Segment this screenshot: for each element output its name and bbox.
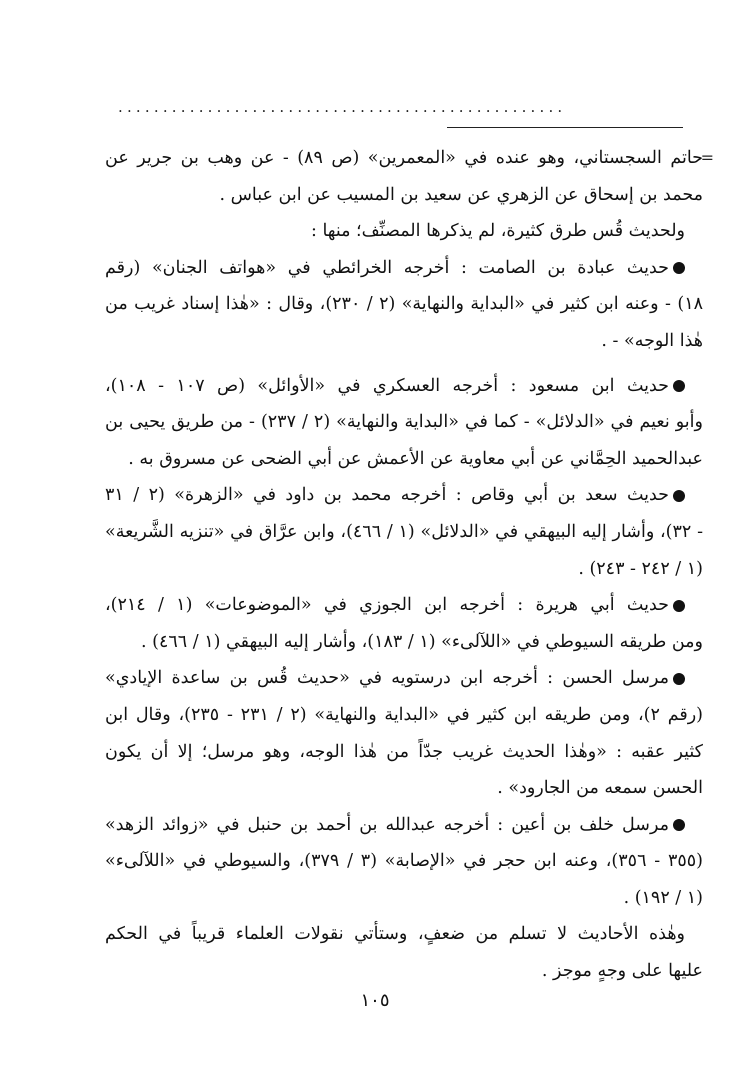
text-line [105, 807, 703, 844]
text-line: عبدالحميد الحِمَّاني عن أبي معاوية عن الأعمش عن أبي الضحى عن مسروق به . [128, 448, 703, 469]
text-line: ١٨) - وعنه ابن كثير في «البداية والنهاية» (٢ / ٢٣٠)، وقال : «هٰذا إسناد غريب من [105, 294, 703, 315]
text-line: هٰذا الوجه» - . [601, 330, 703, 351]
dotted-separator: .................................................. [118, 98, 567, 116]
bullet-icon [673, 380, 685, 392]
text-line-content: حديث سعد بن أبي وقاص : أخرجه محمد بن داود في «الزهرة» (٢ / ٣١ [105, 485, 669, 506]
bullet-icon [673, 600, 685, 612]
footnote-rule [447, 127, 683, 128]
text-line: ولحديث قُس طرق كثيرة، لم يذكرها المصنِّف؛ منها : [310, 221, 685, 242]
bullet-icon [673, 262, 685, 274]
bullet-icon [673, 490, 685, 502]
text-line-content: حديث عبادة بن الصامت : أخرجه الخرائطي في «هواتف الجنان» (رقم [105, 257, 669, 278]
bullet-icon [673, 673, 685, 685]
text-line: كثير عقبه : «وهٰذا الحديث غريب جدّاً من هٰذا الوجه، وهو مرسل؛ إلا أن يكون [105, 741, 703, 762]
text-line-content: حديث أبي هريرة : أخرجه ابن الجوزي في «الموضوعات» (١ / ٢١٤)، [105, 595, 669, 616]
text-line [105, 477, 703, 514]
text-line [105, 660, 703, 697]
page-number: ١٠٥ [360, 990, 390, 1011]
text-line-content: مرسل خلف بن أعين : أخرجه عبدالله بن أحمد بن حنبل في «زوائد الزهد» [105, 814, 669, 835]
text-line-content: مرسل الحسن : أخرجه ابن درستويه في «حديث قُس بن ساعدة الإيادي» [105, 668, 669, 689]
continuation-mark: = [700, 148, 714, 167]
text-line [105, 587, 703, 624]
paragraph-gap [105, 360, 703, 368]
text-line: (رقم ٢)، ومن طريقه ابن كثير في «البداية والنهاية» (٢ / ٢٣١ - ٢٣٥)، وقال ابن [105, 704, 703, 725]
text-line: (٣٥٥ - ٣٥٦)، وعنه ابن حجر في «الإصابة» (٣ / ٣٧٩)، والسيوطي في «اللآلىء» [105, 851, 703, 872]
text-line: وهٰذه الأحاديث لا تسلم من ضعفٍ، وستأتي نقولات العلماء قريباً في الحكم [105, 924, 685, 945]
text-line: (١ / ٢٤٢ - ٢٤٣) . [578, 558, 703, 579]
text-line: ومن طريقه السيوطي في «اللآلىء» (١ / ١٨٣)، وأشار إليه البيهقي (١ / ٤٦٦) . [141, 631, 703, 652]
footnote-text [105, 140, 703, 990]
text-line: محمد بن إسحاق عن الزهري عن سعيد بن المسيب عن ابن عباس . [219, 184, 703, 205]
text-line: الحسن سمعه من الجارود» . [497, 778, 703, 799]
text-line [105, 368, 703, 405]
text-line: وأبو نعيم في «الدلائل» - كما في «البداية والنهاية» (٢ / ٢٣٧) - من طريق يحيى بن [105, 412, 703, 433]
text-line: (١ / ١٩٢) . [623, 887, 703, 908]
text-line: حاتم السجستاني، وهو عنده في «المعمرين» (ص ٨٩) - عن وهب بن جرير عن [105, 148, 703, 168]
text-line: عليها على وجهٍ موجز . [541, 961, 703, 982]
text-line: - ٣٢)، وأشار إليه البيهقي في «الدلائل» (١ / ٤٦٦)، وابن عرَّاق في «تنزيه الشَّريعة» [105, 521, 703, 542]
bullet-icon [673, 819, 685, 831]
text-line-content: حديث ابن مسعود : أخرجه العسكري في «الأوائل» (ص ١٠٧ - ١٠٨)، [105, 375, 669, 396]
text-line [105, 250, 703, 287]
